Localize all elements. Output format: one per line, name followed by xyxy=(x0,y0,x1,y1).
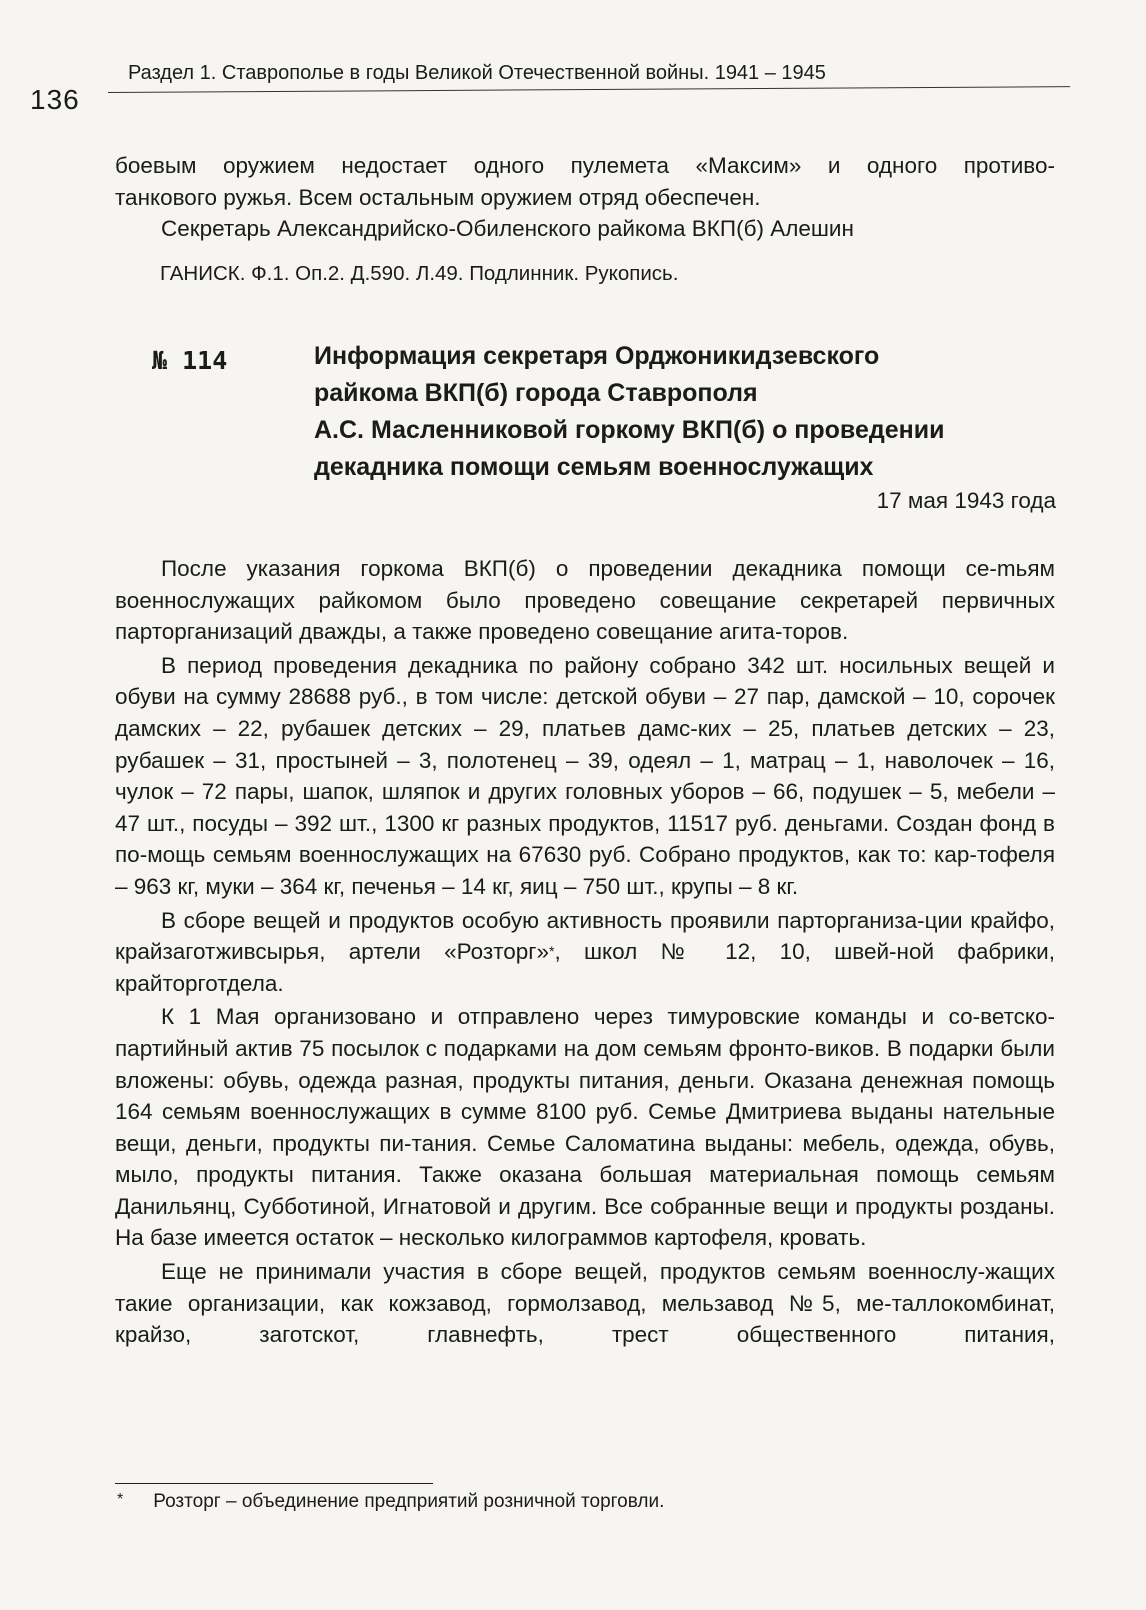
paragraph-3 xyxy=(115,905,1055,1000)
paragraph-5: Еще не принимали участия в сборе вещей, продуктов семьям военнослу-жащих такие организации, как кожзавод, гормолзавод, мельзавод №5, ме-таллокомбинат, крайзо, заготскот, главнефть, трест общественного питания, xyxy=(115,1259,1055,1348)
intro-line-1: боевым оружием недостает одного пулемета «Максим» и одного противо- xyxy=(115,153,1055,178)
running-header-title: Раздел 1. Ставрополье в годы Великой Отечественной войны. 1941 – 1945 xyxy=(128,62,826,84)
footnote-mark: * xyxy=(117,1491,124,1508)
footnote-reference: * xyxy=(549,943,555,960)
paragraph-4: К 1 Мая организовано и отправлено через тимуровские команды и со-ветско-партийный актив 75 посылок с подарками на дом семьям фронто-виков. В подарки были вложены: обувь, одежда разная, продукты питания, деньги. Оказана денежная помощь 164 семьям военнослужащих в сумме 8100 руб. Семье Дмитриева выданы нательные вещи, деньги, продукты пи-тания. Семье Саломатина выданы: мебель, одежда, обувь, мыло, продукты питания. Также оказана большая материальная помощь семьям Данильянц, Субботиной, Игнатовой и другим. Все собранные вещи и продукты розданы. На базе имеется остаток – несколько килограммов картофеля, кровать. xyxy=(115,1004,1055,1251)
paragraph-3-start: В сборе вещей и продуктов особую активность проявили парторганиза-ции крайфо, крайзаготживсырья, артели «Розторг» xyxy=(115,907,1055,965)
document-date: 17 мая 1943 года xyxy=(876,488,1056,513)
document-title xyxy=(314,338,1054,486)
intro-line-2: танкового ружья. Всем остальным оружием отряд обеспечен. xyxy=(115,184,761,210)
document-number: № 114 xyxy=(152,346,228,375)
title-line-3: А.С. Масленниковой горкому ВКП(б) о проведении xyxy=(314,416,945,444)
header-divider xyxy=(108,86,1070,93)
footnote xyxy=(117,1491,664,1513)
footnote-text: Розторг – объединение предприятий розничной торговли. xyxy=(153,1491,665,1512)
previous-document-ending xyxy=(115,150,1055,245)
archive-source: ГАНИСК. Ф.1. Оп.2. Д.590. Л.49. Подлинник. Рукопись. xyxy=(160,262,679,285)
page-number: 136 xyxy=(30,84,80,115)
title-line-4: декадника помощи семьям военнослужащих xyxy=(314,453,874,481)
paragraph-3-end: , школ № 12, 10, швей-ной фабрики, крайторготдела. xyxy=(115,939,1055,996)
title-line-1: Информация секретаря Орджоникидзевского xyxy=(314,342,880,370)
title-line-2: райкома ВКП(б) города Ставрополя xyxy=(314,379,758,407)
signature-line: Секретарь Александрийско-Обиленского райкома ВКП(б) Алешин xyxy=(161,216,854,242)
document-body xyxy=(115,553,1055,1351)
paragraph-1: После указания горкома ВКП(б) о проведении декадника помощи се-mьям военнослужащих райкомом было проведено совещание секретарей первичных парторганизаций дважды, а также проведено совещание агита-торов. xyxy=(115,556,1055,645)
footnote-divider xyxy=(115,1483,433,1484)
paragraph-2: В период проведения декадника по району собрано 342 шт. носильных вещей и обуви на сумму 28688 руб., в том числе: детской обуви – 27 пар, дамской – 10, сорочек дамских – 22, рубашек детских – 29, платьев дамс-ких – 25, платьев детских – 23, рубашек – 31, простыней – 3, полотенец – 39, одеял – 1, матрац – 1, наволочек – 16, чулок – 72 пары, шапок, шляпок и других головных уборов – 66, подушек – 5, мебели – 47 шт., посуды – 392 шт., 1300 кг разных продуктов, 11517 руб. деньгами. Создан фонд в по-мощь семьям военнослужащих на 67630 руб. Собрано продуктов, как то: кар-тофеля – 963 кг, муки – 364 кг, печенья – 14 кг, яиц – 750 шт., крупы – 8 кг. xyxy=(115,652,1055,899)
